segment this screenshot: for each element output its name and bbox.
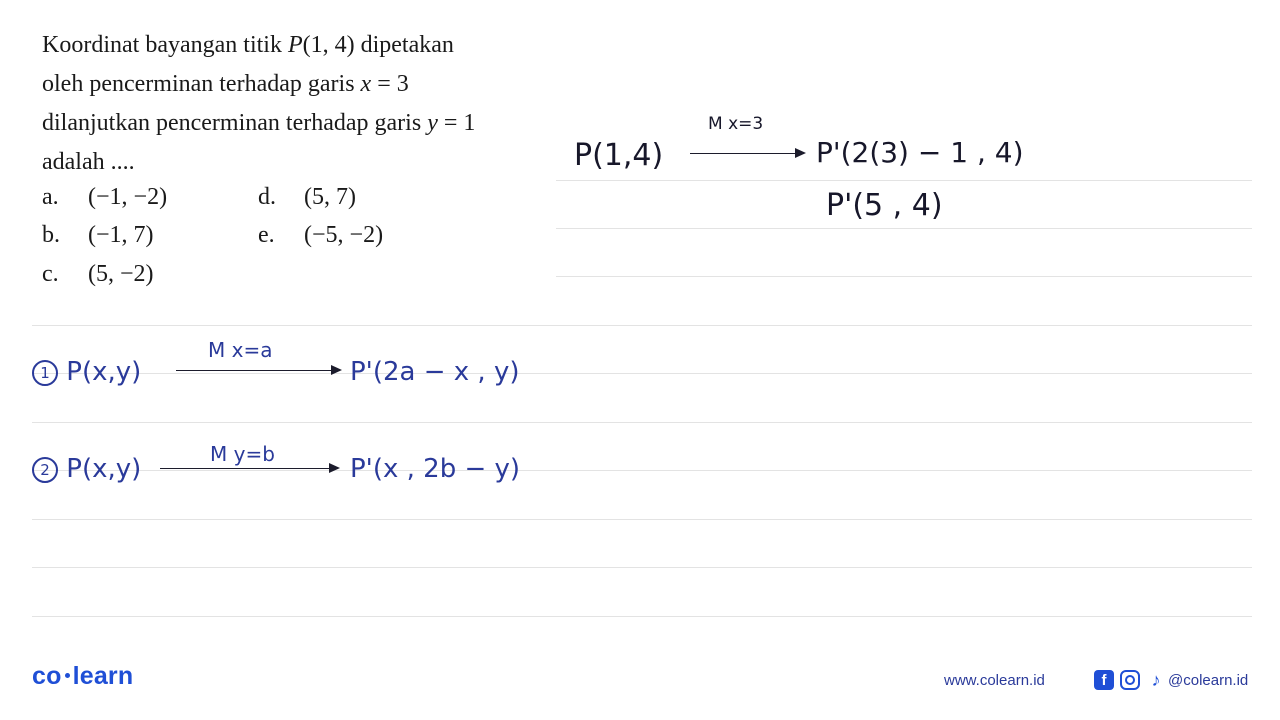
note-1: [32, 357, 141, 387]
rule-line: [556, 276, 1252, 277]
question-line-2: oleh pencerminan terhadap garis x = 3: [42, 71, 409, 97]
logo-dot: [65, 673, 70, 678]
colearn-logo: co learn: [32, 662, 134, 690]
note-1-left: P(x,y): [66, 357, 142, 387]
rule-line: [32, 325, 1252, 326]
tiktok-icon: ♪: [1151, 670, 1161, 690]
note-1-arrow-label: M x=a: [208, 338, 273, 362]
rule-line: [32, 373, 1252, 374]
footer-handle: @colearn.id: [1168, 672, 1249, 689]
option-c: c. (5, −2): [42, 261, 154, 287]
question-line-4: adalah ....: [42, 149, 135, 175]
instagram-icon: [1120, 670, 1140, 690]
option-e: e. (−5, −2): [258, 222, 384, 248]
rule-line: [32, 422, 1252, 423]
work-step1-arrow-label: M x=3: [708, 114, 764, 134]
note-1-arrow: [176, 370, 340, 371]
work-step1-left: P(1,4): [574, 138, 664, 173]
question-text: [42, 26, 542, 182]
option-b: b. (−1, 7): [42, 222, 154, 248]
note-2: [32, 454, 141, 484]
footer-url: www.colearn.id: [944, 672, 1045, 689]
rule-line: [556, 228, 1252, 229]
rule-line: [32, 567, 1252, 568]
rule-line: [556, 180, 1252, 181]
note-number-badge: 2: [32, 457, 58, 483]
rule-line: [32, 470, 1252, 471]
work-step1-right: P'(2(3) − 1 , 4): [816, 136, 1024, 169]
work-step1-arrow: [690, 153, 804, 154]
question-line-1: Koordinat bayangan titik P(1, 4) dipetakan: [42, 32, 454, 58]
option-a: a. (−1, −2): [42, 184, 168, 210]
note-2-arrow-label: M y=b: [210, 442, 275, 466]
note-1-right: P'(2a − x , y): [350, 357, 520, 387]
note-number-badge: 1: [32, 360, 58, 386]
work-step2: P'(5 , 4): [826, 188, 943, 223]
rule-line: [32, 616, 1252, 617]
facebook-icon: f: [1094, 670, 1114, 690]
rule-line: [32, 519, 1252, 520]
note-2-arrow: [160, 468, 338, 469]
note-2-left: P(x,y): [66, 454, 142, 484]
question-line-3: dilanjutkan pencerminan terhadap garis y = 1: [42, 110, 476, 136]
note-2-right: P'(x , 2b − y): [350, 454, 521, 484]
option-d: d. (5, 7): [258, 184, 356, 210]
